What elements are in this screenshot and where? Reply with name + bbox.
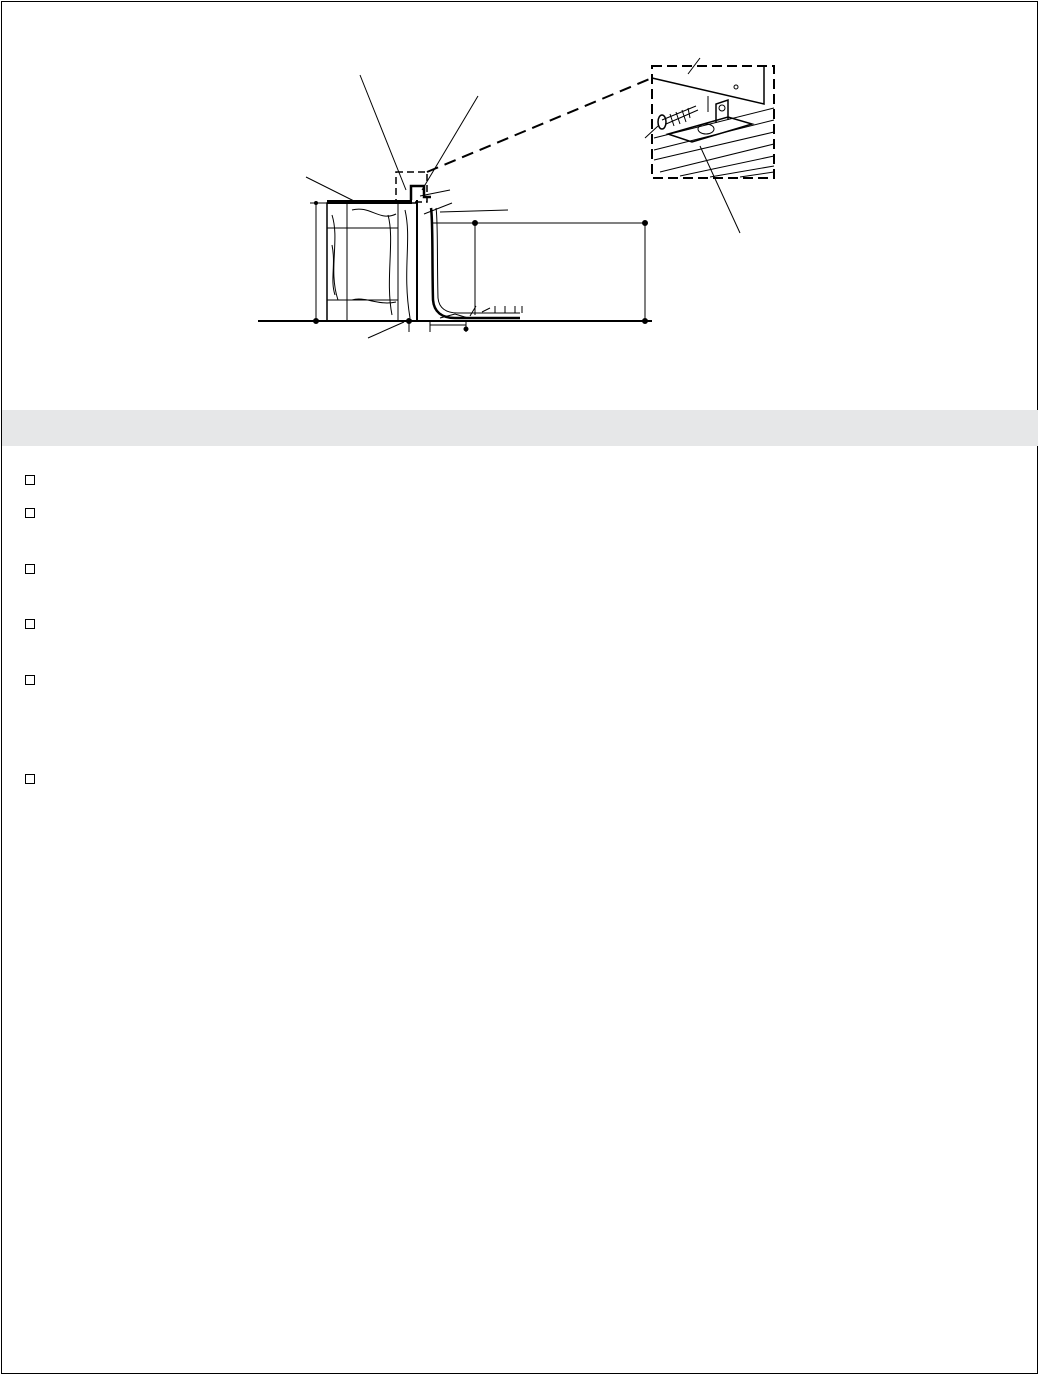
dimension-lines (310, 202, 648, 333)
checkbox[interactable] (25, 774, 35, 784)
detail-enlargement (645, 58, 774, 233)
section-header-band (2, 410, 1038, 446)
label-leaders (306, 75, 508, 338)
checkbox[interactable] (25, 475, 35, 485)
wall-framing (327, 203, 417, 321)
checkbox[interactable] (25, 675, 35, 685)
checkbox[interactable] (25, 564, 35, 574)
checkbox[interactable] (25, 619, 35, 629)
shower-wall (411, 186, 522, 321)
installation-diagram (0, 0, 1041, 400)
checkbox[interactable] (25, 508, 35, 518)
